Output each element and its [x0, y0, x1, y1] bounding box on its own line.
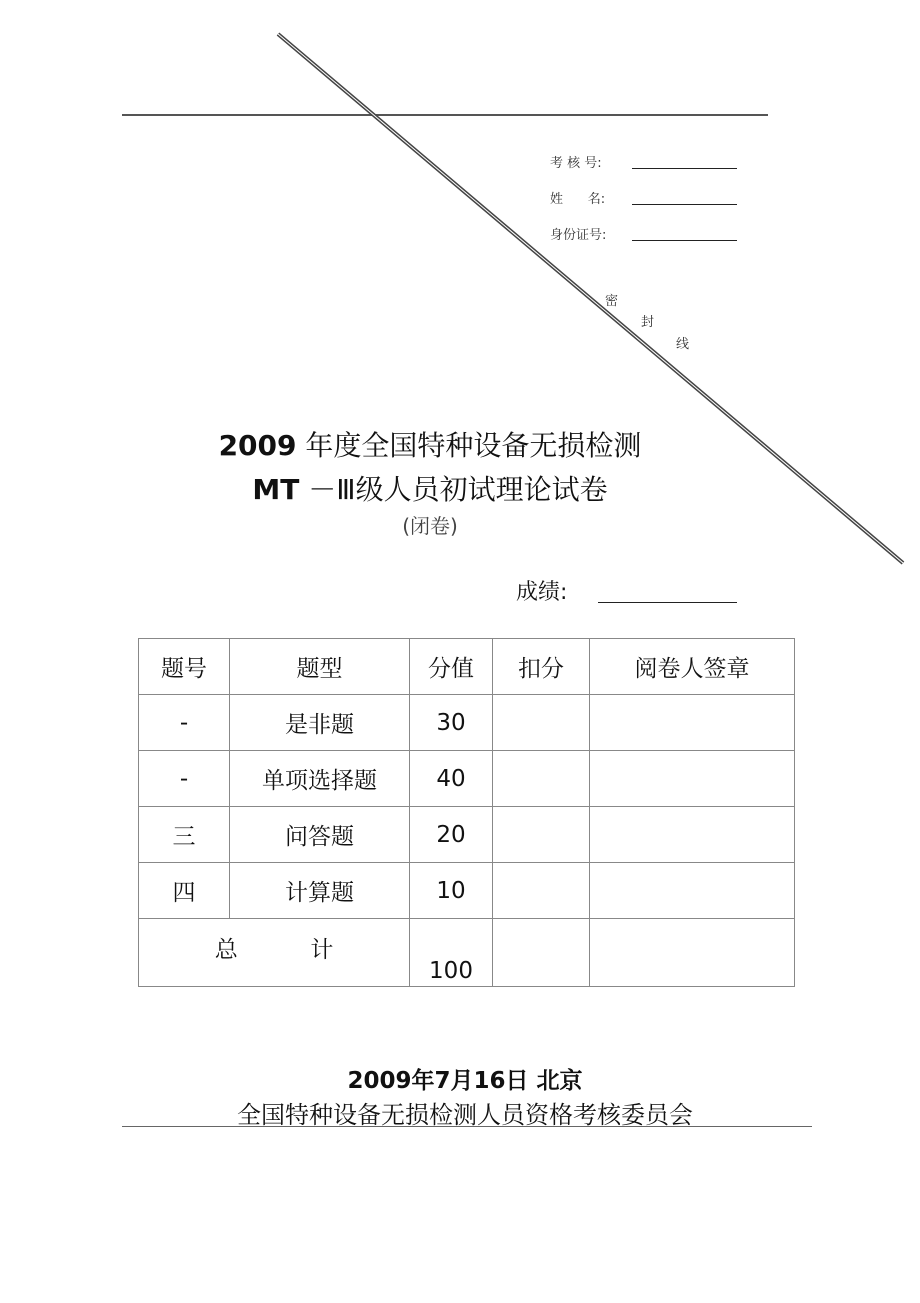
row-deduction-cell[interactable] — [493, 751, 590, 807]
name-field[interactable] — [632, 190, 737, 205]
exam-year: 2009 — [218, 429, 297, 462]
exam-title-line1 — [0, 424, 860, 464]
total-label-a: 总 — [214, 937, 238, 963]
row-number: 三 — [139, 807, 230, 863]
total-label-b: 计 — [310, 937, 334, 963]
row-type: 单项选择题 — [230, 751, 410, 807]
row-number: 四 — [139, 863, 230, 919]
table-row — [139, 695, 795, 751]
row-signature-cell[interactable] — [590, 807, 795, 863]
seal-char-xian: 线 — [676, 337, 690, 352]
id-number-field[interactable] — [632, 226, 737, 241]
header-deduction: 扣分 — [493, 639, 590, 695]
exam-number-field[interactable] — [632, 154, 737, 169]
row-number: - — [139, 751, 230, 807]
id-number-label: 身份证号: — [550, 228, 607, 243]
seal-char-feng: 封 — [641, 315, 655, 330]
total-points: 100 — [410, 919, 493, 987]
row-type: 计算题 — [230, 863, 410, 919]
table-row — [139, 863, 795, 919]
header-question-type: 题型 — [230, 639, 410, 695]
header-grader-signature: 阅卷人签章 — [590, 639, 795, 695]
score-label: 成绩: — [516, 580, 568, 605]
table-row — [139, 751, 795, 807]
row-signature-cell[interactable] — [590, 863, 795, 919]
row-deduction-cell[interactable] — [493, 695, 590, 751]
row-number: - — [139, 695, 230, 751]
score-field[interactable] — [598, 578, 737, 603]
bottom-rule — [122, 1126, 812, 1127]
table-total-row — [139, 919, 795, 987]
issuing-organization: 全国特种设备无损检测人员资格考核委员会 — [237, 1101, 693, 1129]
table-header-row — [139, 639, 795, 695]
row-type: 问答题 — [230, 807, 410, 863]
total-label — [139, 919, 410, 987]
name-label: 姓 名: — [550, 192, 606, 207]
row-deduction-cell[interactable] — [493, 863, 590, 919]
total-signature-cell[interactable] — [590, 919, 795, 987]
row-signature-cell[interactable] — [590, 695, 795, 751]
exam-type-note: (闭卷) — [402, 514, 458, 538]
exam-title-line2 — [0, 468, 860, 508]
total-deduction-cell[interactable] — [493, 919, 590, 987]
row-signature-cell[interactable] — [590, 751, 795, 807]
seal-char-mi: 密 — [605, 294, 619, 309]
header-question-number: 题号 — [139, 639, 230, 695]
exam-title-text: 年度全国特种设备无损检测 — [296, 429, 642, 462]
exam-date-location: 2009年7月16日 北京 — [347, 1068, 583, 1094]
score-table — [138, 638, 795, 987]
row-points: 10 — [410, 863, 493, 919]
header-points: 分值 — [410, 639, 493, 695]
exam-method-code: MT — [252, 473, 300, 506]
row-deduction-cell[interactable] — [493, 807, 590, 863]
row-points: 20 — [410, 807, 493, 863]
row-type: 是非题 — [230, 695, 410, 751]
exam-number-label: 考 核 号: — [550, 156, 602, 171]
exam-level-text: －Ⅲ级人员初试理论试卷 — [299, 473, 608, 506]
row-points: 30 — [410, 695, 493, 751]
table-row — [139, 807, 795, 863]
row-points: 40 — [410, 751, 493, 807]
